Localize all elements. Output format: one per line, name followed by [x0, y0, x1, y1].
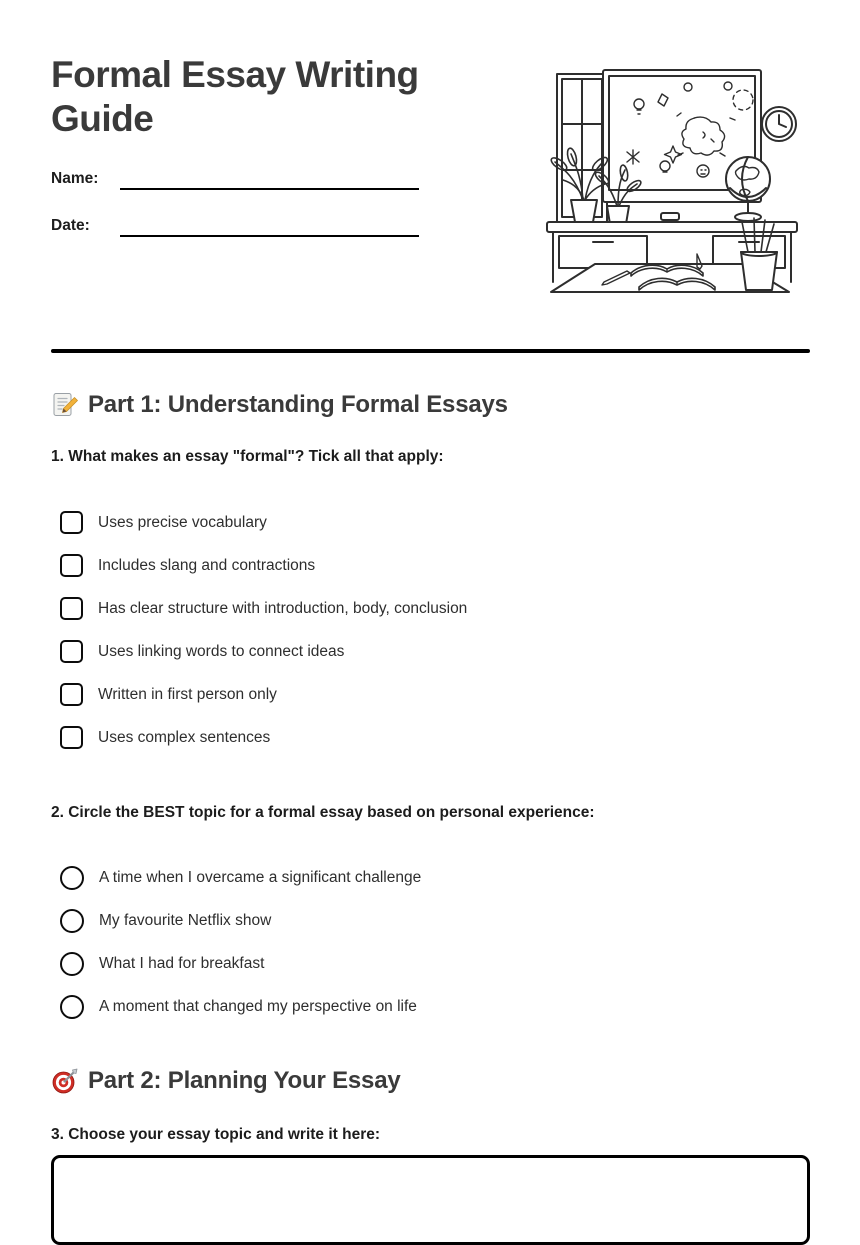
- page-title: Formal Essay Writing Guide: [51, 54, 419, 139]
- checkbox-option-row: [60, 640, 810, 664]
- name-label: Name:: [51, 170, 99, 187]
- checkbox-option-row: [60, 683, 810, 707]
- part2-heading: Part 2: Planning Your Essay: [88, 1066, 401, 1094]
- radio-option-label: What I had for breakfast: [99, 954, 265, 972]
- classroom-desk-illustration: [545, 58, 801, 294]
- radio-button[interactable]: [60, 866, 84, 890]
- name-input-line[interactable]: [120, 168, 419, 190]
- checkbox[interactable]: [60, 554, 83, 577]
- part1-heading-row: [51, 390, 810, 420]
- checkbox[interactable]: [60, 597, 83, 620]
- radio-option-row: [60, 995, 810, 1019]
- radio-option-label: My favourite Netflix show: [99, 911, 272, 929]
- name-field-row: [51, 166, 421, 190]
- checkbox-option-label: Has clear structure with introduction, body, conclusion: [98, 599, 468, 617]
- radio-option-label: A moment that changed my perspective on life: [99, 997, 417, 1015]
- memo-pencil-icon: [51, 391, 79, 419]
- target-icon: [51, 1067, 79, 1095]
- date-field-row: [51, 213, 421, 237]
- radio-option-row: [60, 866, 810, 890]
- part2-heading-row: [51, 1066, 810, 1096]
- radio-option-label: A time when I overcame a significant challenge: [99, 868, 422, 886]
- checkbox-option-row: [60, 597, 810, 621]
- checkbox-option-label: Written in first person only: [98, 685, 277, 703]
- question-1-options: [51, 511, 810, 750]
- question-2-options: [51, 866, 810, 1019]
- part2-section: [51, 1066, 810, 1245]
- checkbox-option-label: Includes slang and contractions: [98, 556, 316, 574]
- checkbox[interactable]: [60, 640, 83, 663]
- checkbox[interactable]: [60, 683, 83, 706]
- checkbox-option-label: Uses precise vocabulary: [98, 513, 267, 531]
- radio-option-row: [60, 952, 810, 976]
- classroom-desk-line-art: [545, 58, 801, 294]
- part1-heading: Part 1: Understanding Formal Essays: [88, 390, 508, 418]
- checkbox-option-row: [60, 726, 810, 750]
- section-divider: [51, 349, 810, 353]
- question-1-label: 1. What makes an essay "formal"? Tick all that apply:: [51, 447, 444, 465]
- question-2-label: 2. Circle the BEST topic for a formal essay based on personal experience:: [51, 803, 595, 821]
- date-input-line[interactable]: [120, 215, 419, 237]
- checkbox-option-row: [60, 511, 810, 535]
- checkbox-option-label: Uses linking words to connect ideas: [98, 642, 345, 660]
- radio-button[interactable]: [60, 995, 84, 1019]
- checkbox[interactable]: [60, 511, 83, 534]
- question-3-label: 3. Choose your essay topic and write it here:: [51, 1125, 381, 1143]
- part1-section: [51, 390, 810, 1019]
- checkbox-option-row: [60, 554, 810, 578]
- header-fields: [51, 166, 421, 237]
- date-label: Date:: [51, 217, 90, 234]
- header: [51, 0, 810, 349]
- checkbox-option-label: Uses complex sentences: [98, 728, 271, 746]
- radio-button[interactable]: [60, 909, 84, 933]
- radio-option-row: [60, 909, 810, 933]
- radio-button[interactable]: [60, 952, 84, 976]
- checkbox[interactable]: [60, 726, 83, 749]
- essay-topic-writing-box[interactable]: [51, 1155, 810, 1245]
